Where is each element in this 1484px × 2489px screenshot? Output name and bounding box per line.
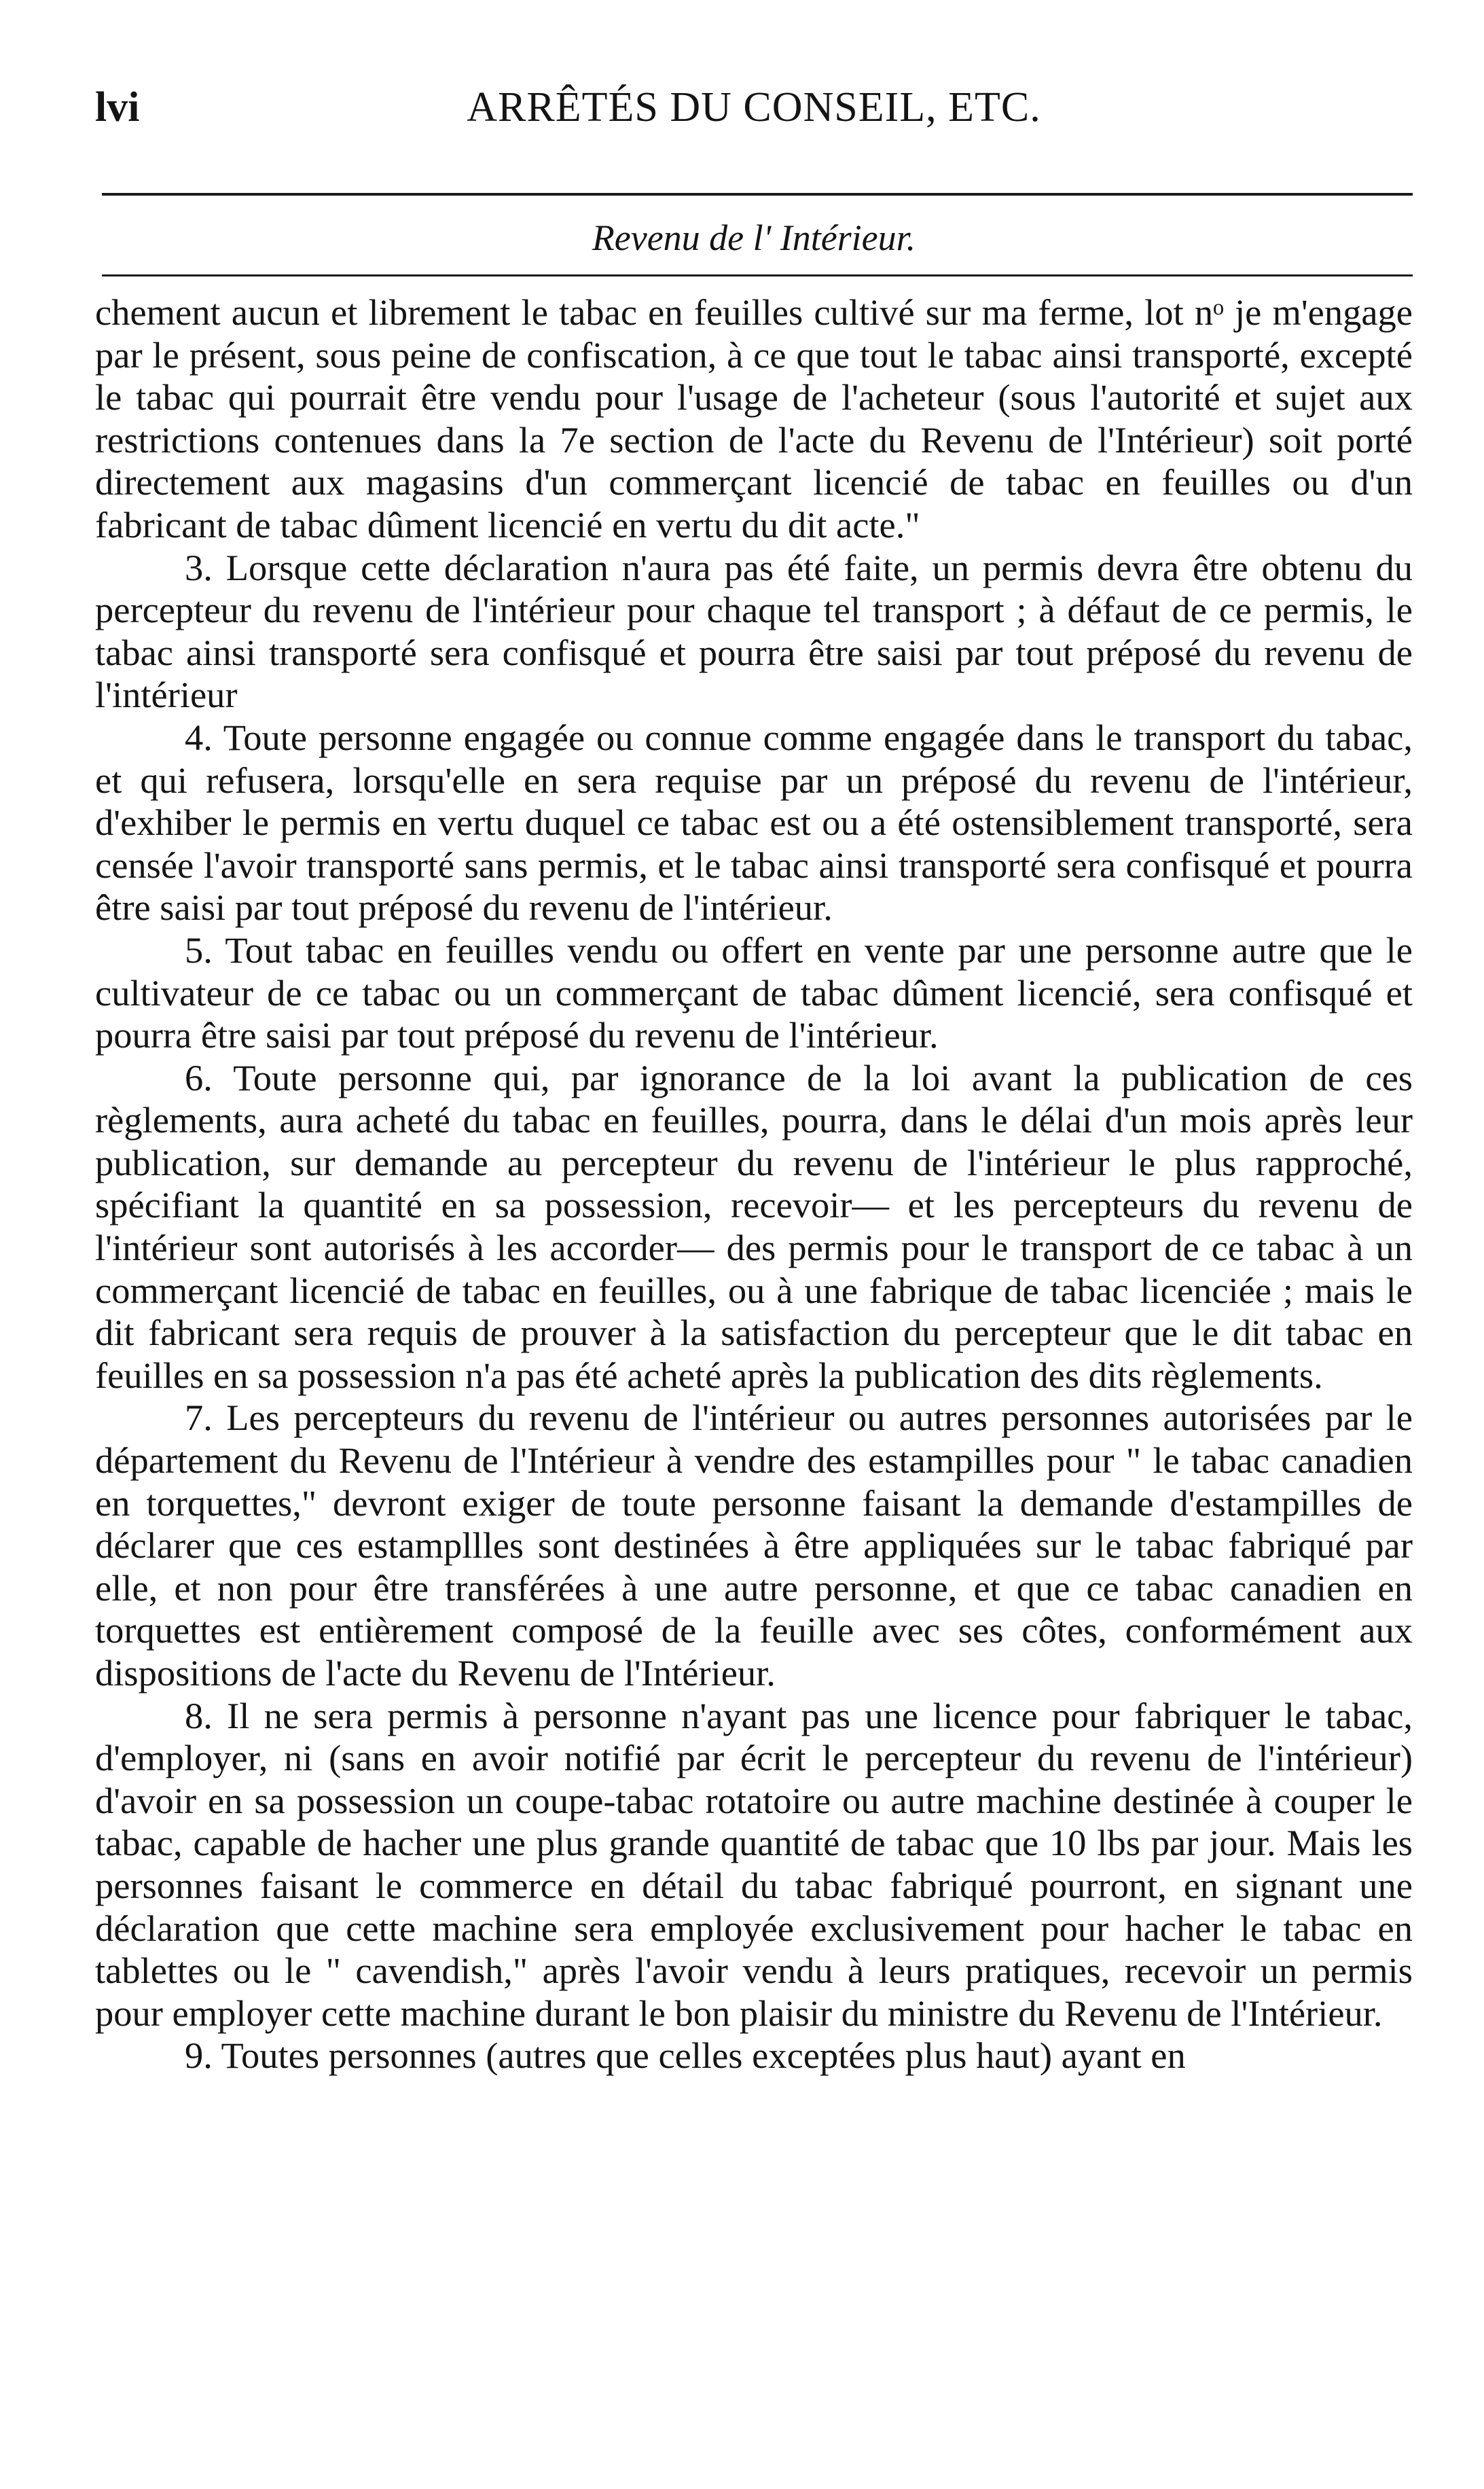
paragraph-continuation: chement aucun et librement le tabac en feuilles cultivé sur ma ferme, lot nᵒ je m'engage par le présent, sous peine de confiscation, à ce que tout le tabac ainsi transporté, excepté le tabac qui pourrait être vendu pour l'usage de l'acheteur (sous l'autorité et sujet aux restrictions contenues dans la 7e section de l'acte du Revenu de l'Intérieur) soit porté directement aux magasins d'un commerçant licencié de tabac en feuilles ou d'un fabricant de tabac dûment licencié en vertu du dit acte." — [95, 291, 1413, 545]
page-number: lvi — [95, 84, 140, 130]
running-title: ARRÊTÉS DU CONSEIL, ETC. — [467, 84, 1041, 130]
paragraph-3: 3. Lorsque cette déclaration n'aura pas été faite, un permis devra être obtenu du percepteur du revenu de l'intérieur pour chaque tel transport ; à défaut de ce permis, le tabac ainsi transporté sera confisqué et pourra être saisi par tout préposé du revenu de l'intérieur — [95, 546, 1413, 716]
body-text — [95, 291, 1413, 2077]
section-rule — [102, 274, 1413, 276]
page — [95, 75, 1413, 2077]
paragraph-6: 6. Toute personne qui, par ignorance de la loi avant la publication de ces règlements, aura acheté du tabac en feuilles, pourra, dans le délai d'un mois après leur publication, sur demande au percepteur du revenu de l'intérieur le plus rapproché, spécifiant la quantité en sa possession, recevoir— et les percepteurs du revenu de l'intérieur sont autorisés à les accorder— des permis pour le transport de ce tabac à un commerçant licencié de tabac en feuilles, ou à une fabrique de tabac licenciée ; mais le dit fabricant sera requis de prouver à la satisfaction du percepteur que le dit tabac en feuilles en sa possession n'a pas été acheté après la publication des dits règlements. — [95, 1056, 1413, 1396]
paragraph-8: 8. Il ne sera permis à personne n'ayant pas une licence pour fabriquer le tabac, d'employer, ni (sans en avoir notifié par écrit le percepteur du revenu de l'intérieur) d'avoir en sa possession un coupe-tabac rotatoire ou autre machine destinée à couper le tabac, capable de hacher une plus grande quantité de tabac que 10 lbs par jour. Mais les personnes faisant le commerce en détail du tabac fabriqué pourront, en signant une déclaration que cette machine sera employée exclusivement pour hacher le tabac en tablettes ou le " cavendish," après l'avoir vendu à leurs pratiques, recevoir un permis pour employer cette machine durant le bon plaisir du ministre du Revenu de l'Intérieur. — [95, 1694, 1413, 2034]
paragraph-7: 7. Les percepteurs du revenu de l'intérieur ou autres personnes autorisées par le département du Revenu de l'Intérieur à vendre des estampilles pour " le tabac canadien en torquettes," devront exiger de toute personne faisant la demande d'estampilles de déclarer que ces estampllles sont destinées à être appliquées sur le tabac fabriqué par elle, et non pour être transférées à une autre personne, et que ce tabac canadien en torquettes est entièrement composé de la feuille avec ses côtes, conformément aux dispositions de l'acte du Revenu de l'Intérieur. — [95, 1397, 1413, 1694]
paragraph-9: 9. Toutes personnes (autres que celles exceptées plus haut) ayant en — [185, 2035, 1186, 2077]
header-rule — [102, 193, 1413, 196]
section-title: Revenu de l' Intérieur. — [592, 217, 916, 258]
paragraph-5: 5. Tout tabac en feuilles vendu ou offert en vente par une personne autre que le cultivateur de ce tabac ou un commerçant de tabac dûment licencié, sera confisqué et pourra être saisi par tout préposé du revenu de l'intérieur. — [95, 929, 1413, 1056]
paragraph-4: 4. Toute personne engagée ou connue comme engagée dans le transport du tabac, et qui refusera, lorsqu'elle en sera requise par un préposé du revenu de l'intérieur, d'exhiber le permis en vertu duquel ce tabac est ou a été ostensiblement transporté, sera censée l'avoir transporté sans permis, et le tabac ainsi transporté sera confisqué et pourra être saisi par tout préposé du revenu de l'intérieur. — [95, 716, 1413, 929]
running-head — [95, 75, 1413, 140]
